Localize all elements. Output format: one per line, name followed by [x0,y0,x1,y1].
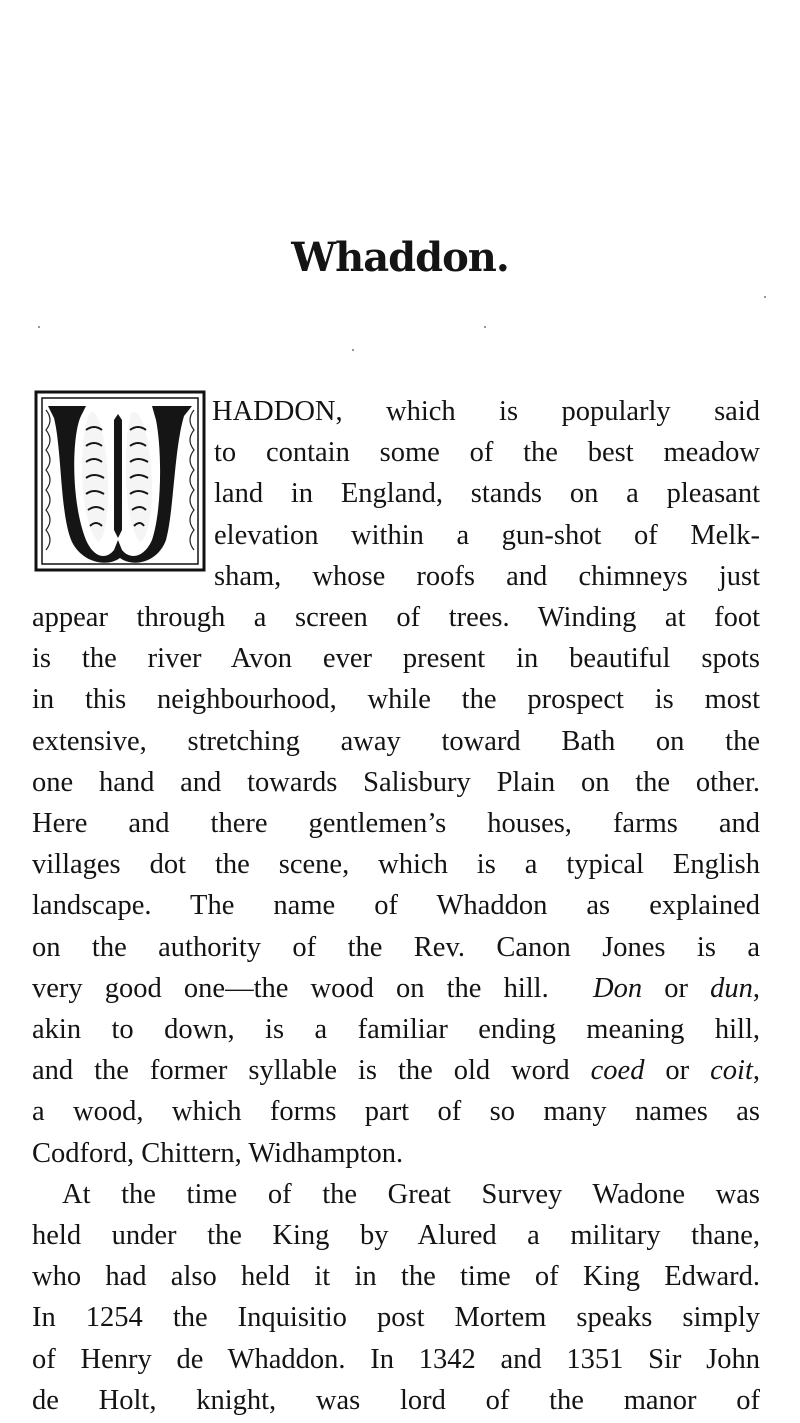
text-line [32,968,760,1009]
text-segment: , [752,1055,760,1087]
print-speck [484,326,486,328]
text-line: elevation within a gun-shot of Melk- [214,519,760,551]
text-line: of Henry de Whaddon. In 1342 and 1351 Sir John [32,1343,760,1375]
text-line: sham, whose roofs and chimneys just [214,560,760,592]
page-title: Whaddon. [291,234,509,281]
text-line: appear through a screen of trees. Winding at foot [32,602,760,634]
text-line: is the river Avon ever present in beautiful spots [32,643,760,675]
italic-word: Don [593,972,643,1004]
italic-word: coed [590,1055,645,1087]
text-line: extensive, stretching away toward Bath on the [32,725,760,757]
print-speck [38,326,40,328]
text-line [32,1050,760,1091]
text-line: At the time of the Great Survey Wadone was [62,1178,760,1210]
text-line: HADDON, which is popularly said [212,396,760,427]
italic-word: coit [710,1055,753,1087]
text-line: in this neighbourhood, while the prospect is most [32,684,760,716]
text-segment: , [752,972,761,1004]
text-line: akin to down, is a familiar ending meaning hill, [32,1014,760,1046]
text-segment: or [644,1055,711,1087]
print-speck [352,349,354,351]
text-line: In 1254 the Inquisitio post Mortem speaks simply [32,1302,760,1334]
text-line: villages dot the scene, which is a typical English [32,849,760,881]
italic-word: dun [710,972,753,1004]
text-line: one hand and towards Salisbury Plain on the other. [32,766,760,798]
text-line: Codford, Chittern, Widhampton. [32,1137,404,1169]
text-line: a wood, which forms part of so many names as [32,1096,760,1128]
text-line: held under the King by Alured a military thane, [32,1220,760,1252]
print-speck [764,296,766,298]
text-segment: or [642,972,711,1004]
text-line: on the authority of the Rev. Canon Jones is a [32,931,760,963]
text-segment: very good one—the wood on the hill. [32,972,549,1004]
body-text [32,391,760,1421]
text-line: land in England, stands on a pleasant [214,478,760,510]
text-line: de Holt, knight, was lord of the manor of [32,1384,760,1416]
text-segment: and the former syllable is the old word [32,1055,591,1087]
text-line: Here and there gentlemen’s houses, farms and [32,808,760,840]
text-line: who had also held it in the time of King Edward. [32,1261,760,1293]
text-line: to contain some of the best meadow [214,437,760,469]
text-line: landscape. The name of Whaddon as explained [32,890,760,922]
